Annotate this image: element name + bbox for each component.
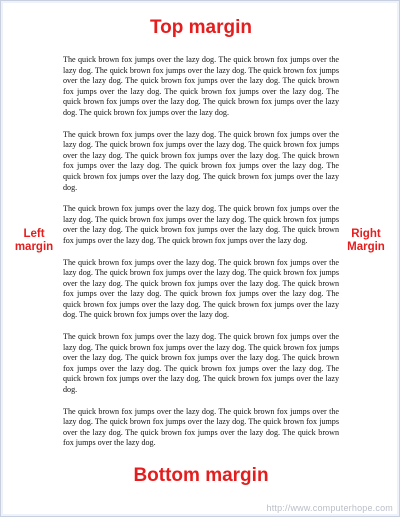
paragraph: The quick brown fox jumps over the lazy dog. The quick brown fox jumps over the lazy dog. The quick brown fox jumps over the lazy dog. The quick brown fox jumps over the lazy dog. The quick brown fox jumps over the lazy dog. The quick brown fox jumps over the lazy dog.: [63, 406, 339, 448]
right-margin-label-line2: Margin: [347, 241, 385, 253]
paragraph: The quick brown fox jumps over the lazy dog. The quick brown fox jumps over the lazy dog. The quick brown fox jumps over the lazy dog. The quick brown fox jumps over the lazy dog. The quick brown fox jumps over the lazy dog. The quick brown fox jumps over the lazy dog. The quick brown fox jumps over the lazy dog. The quick brown fox jumps over the lazy dog. The quick brown fox jumps over the lazy dog.: [63, 332, 339, 395]
left-margin-label-line1: Left: [23, 228, 45, 240]
left-margin-label-line2: margin: [14, 241, 54, 253]
right-margin-label-line1: Right: [351, 228, 381, 240]
paragraph: The quick brown fox jumps over the lazy dog. The quick brown fox jumps over the lazy dog. The quick brown fox jumps over the lazy dog. The quick brown fox jumps over the lazy dog. The quick brown fox jumps over the lazy dog. The quick brown fox jumps over the lazy dog. The quick brown fox jumps over the lazy dog. The quick brown fox jumps over the lazy dog. The quick brown fox jumps over the lazy dog. The quick brown fox jumps over the lazy dog.: [63, 55, 339, 117]
top-margin-label: Top margin: [149, 17, 253, 38]
website-watermark: http://www.computerhope.com: [266, 503, 393, 513]
paragraph: The quick brown fox jumps over the lazy dog. The quick brown fox jumps over the lazy dog. The quick brown fox jumps over the lazy dog. The quick brown fox jumps over the lazy dog. The quick brown fox jumps over the lazy dog. The quick brown fox jumps over the lazy dog. The quick brown fox jumps over the lazy dog.: [63, 204, 339, 245]
body-text: [63, 55, 339, 460]
left-margin-label: [11, 228, 57, 254]
paragraph: The quick brown fox jumps over the lazy dog. The quick brown fox jumps over the lazy dog. The quick brown fox jumps over the lazy dog. The quick brown fox jumps over the lazy dog. The quick brown fox jumps over the lazy dog. The quick brown fox jumps over the lazy dog. The quick brown fox jumps over the lazy dog. The quick brown fox jumps over the lazy dog. The quick brown fox jumps over the lazy dog.: [63, 129, 339, 192]
bottom-margin-label: Bottom margin: [133, 465, 269, 486]
right-margin-label: [341, 228, 391, 254]
paragraph: The quick brown fox jumps over the lazy dog. The quick brown fox jumps over the lazy dog. The quick brown fox jumps over the lazy dog. The quick brown fox jumps over the lazy dog. The quick brown fox jumps over the lazy dog. The quick brown fox jumps over the lazy dog. The quick brown fox jumps over the lazy dog. The quick brown fox jumps over the lazy dog. The quick brown fox jumps over the lazy dog. The quick brown fox jumps over the lazy dog.: [63, 257, 339, 320]
